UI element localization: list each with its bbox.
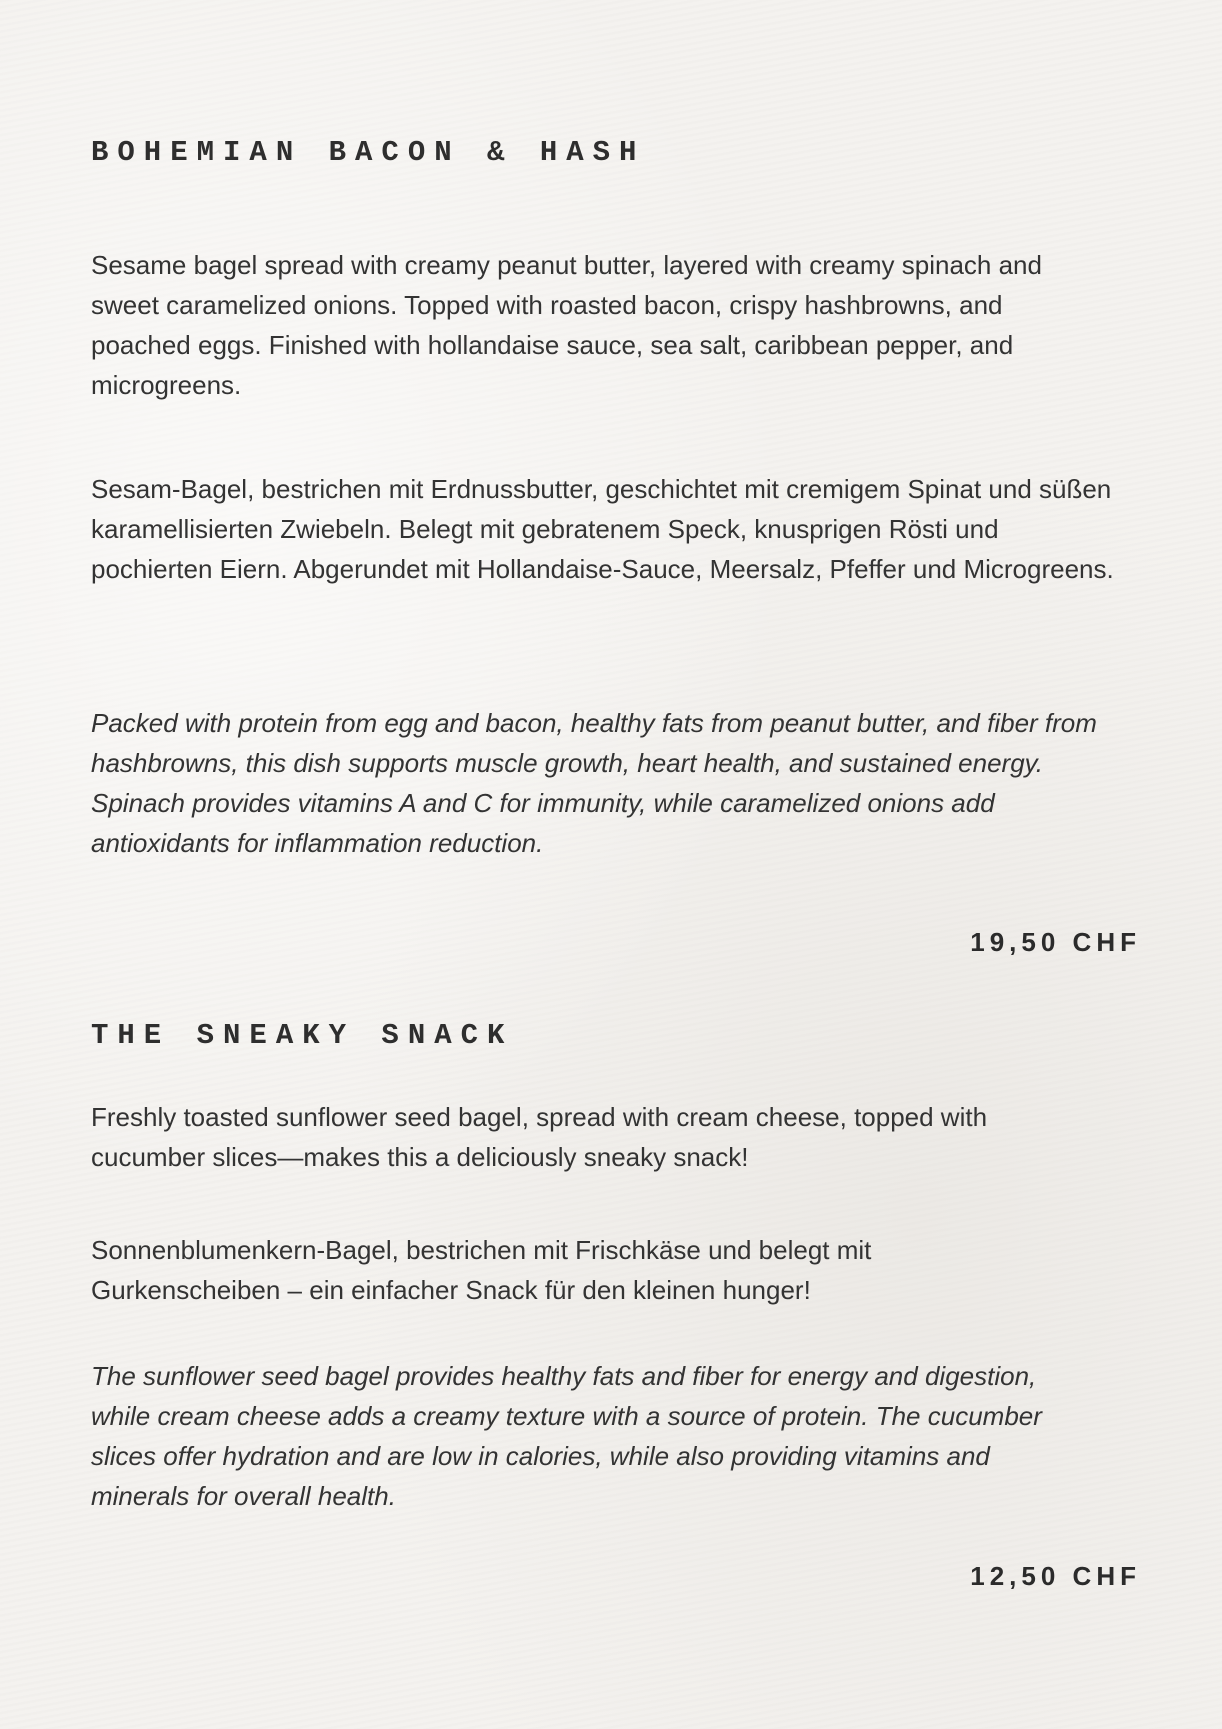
item-description-german: Sonnenblumenkern-Bagel, bestrichen mit Frischkäse und belegt mit Gurkenscheiben – ein einfacher Snack für den kleinen hunger!: [91, 1235, 872, 1305]
item-price: 19,50 CHF: [970, 927, 1141, 957]
item-description-english: Freshly toasted sunflower seed bagel, spread with cream cheese, topped with cucumber slices—makes this a deliciously sneaky snack!: [91, 1102, 988, 1172]
item-description-english: Sesame bagel spread with creamy peanut butter, layered with creamy spinach and sweet caramelized onions. Topped with roasted bacon, crispy hashbrowns, and poached eggs. Finished with hollandaise sauce, sea salt, caribbean pepper, and microgreens.: [91, 250, 1042, 400]
item-title: BOHEMIAN BACON & HASH: [91, 136, 646, 169]
item-title: THE SNEAKY SNACK: [91, 1019, 514, 1052]
item-description-german: Sesam-Bagel, bestrichen mit Erdnussbutter, geschichtet mit cremigem Spinat und süßen karamellisierten Zwiebeln. Belegt mit gebratenem Speck, knusprigen Rösti und pochierten Eiern. Abgerundet mit Hollandaise-Sauce, Meersalz, Pfeffer und Microgreens.: [91, 474, 1114, 584]
item-health-note: Packed with protein from egg and bacon, healthy fats from peanut butter, and fiber from hashbrowns, this dish supports muscle growth, heart health, and sustained energy. Spinach provides vitamins A and C for immunity, while caramelized onions add antioxidants for inflammation reduction.: [91, 708, 1097, 858]
item-price: 12,50 CHF: [970, 1561, 1141, 1591]
item-health-note: The sunflower seed bagel provides healthy fats and fiber for energy and digestion, while cream cheese adds a creamy texture with a source of protein. The cucumber slices offer hydration and are low in calories, while also providing vitamins and minerals for overall health.: [91, 1361, 1042, 1511]
